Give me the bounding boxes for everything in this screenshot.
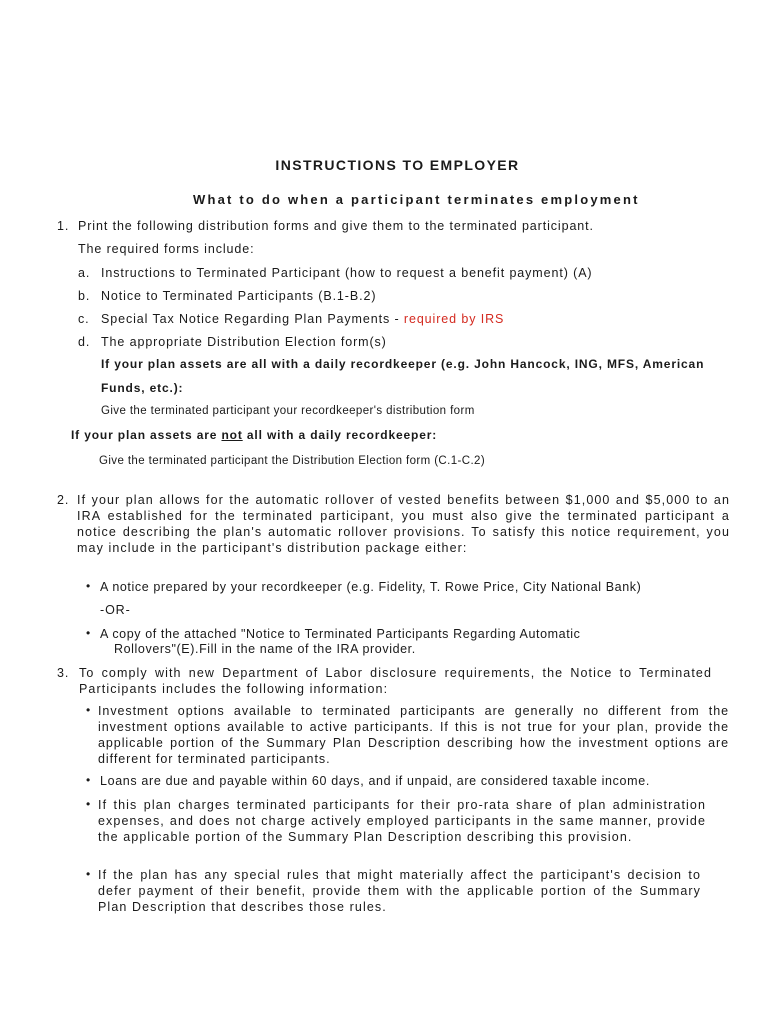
not-daily-emphasis: not	[221, 428, 243, 442]
bullet-dot: •	[86, 773, 91, 787]
daily-recordkeeper-heading-line2: Funds, etc.):	[101, 381, 184, 395]
form-c-letter: c.	[78, 312, 90, 326]
bullet-dot: •	[86, 626, 91, 640]
irs-required-note: required by IRS	[403, 312, 505, 326]
form-c-line	[101, 311, 504, 327]
item-1-number: 1.	[57, 219, 70, 233]
item-2-text: If your plan allows for the automatic rollover of vested benefits between $1,000 and $5,000 to an IRA established for the terminated participant, you must also give the terminated participant a notice describing the plan's automatic rollover provisions. To satisfy this notice requirement, you may include in the participant's distribution package either:	[77, 493, 730, 555]
item-1-text: Print the following distribution forms and give them to the terminated participant.	[78, 219, 594, 233]
form-b-text: Notice to Terminated Participants (B.1-B.2)	[101, 289, 377, 303]
not-daily-heading-prefix: If your plan assets are	[71, 428, 222, 442]
bullet-dot: •	[86, 797, 91, 811]
form-a-text: Instructions to Terminated Participant (how to request a benefit payment) (A)	[101, 266, 593, 280]
daily-recordkeeper-heading-line1: If your plan assets are all with a daily recordkeeper (e.g. John Hancock, ING, MFS, American	[101, 357, 705, 371]
item-3-text: To comply with new Department of Labor disclosure requirements, the Notice to Terminated Participants includes the following information:	[79, 666, 712, 696]
form-a-letter: a.	[78, 266, 91, 280]
item-2-number: 2.	[57, 493, 70, 507]
item-2-bullet-2-line1: A copy of the attached "Notice to Terminated Participants Regarding Automatic	[100, 627, 581, 641]
item-3-bullet-3: If this plan charges terminated participants for their pro-rata share of plan administration expenses, and does not charge actively employed participants in the same manner, provide the applicable portion of the Summary Plan Description describing this provision.	[98, 798, 706, 844]
bullet-dot: •	[86, 579, 91, 593]
not-daily-heading	[71, 428, 437, 442]
form-b-letter: b.	[78, 289, 91, 303]
bullet-dot: •	[86, 867, 91, 881]
item-3-number: 3.	[57, 666, 70, 680]
bullet-dot: •	[86, 703, 91, 717]
form-c-text: Special Tax Notice Regarding Plan Payments -	[101, 312, 404, 326]
daily-recordkeeper-text: Give the terminated participant your recordkeeper's distribution form	[101, 405, 475, 417]
item-3-bullet-2: Loans are due and payable within 60 days, and if unpaid, are considered taxable income.	[100, 774, 650, 788]
item-3-bullet-1: Investment options available to terminated participants are generally no different from the investment options available to active participants. If this is not true for your plan, provide the applicable portion of the Summary Plan Description describing how the investment options are different for terminated participants.	[98, 704, 729, 766]
page-title: INSTRUCTIONS TO EMPLOYER	[275, 157, 520, 173]
form-d-text: The appropriate Distribution Election form(s)	[101, 335, 387, 349]
item-2-bullet-1: A notice prepared by your recordkeeper (e.g. Fidelity, T. Rowe Price, City National Bank)	[100, 580, 642, 594]
not-daily-heading-suffix: all with a daily recordkeeper:	[242, 428, 438, 442]
not-daily-text: Give the terminated participant the Distribution Election form (C.1-C.2)	[99, 455, 486, 467]
item-3-bullet-4: If the plan has any special rules that might materially affect the participant's decision to defer payment of their benefit, provide them with the applicable portion of the Summary Plan Description that describes those rules.	[98, 868, 701, 914]
form-d-letter: d.	[78, 335, 91, 349]
item-2-or: -OR-	[100, 603, 131, 617]
forms-intro: The required forms include:	[78, 242, 255, 256]
page-subtitle: What to do when a participant terminates employment	[193, 192, 640, 207]
item-2-bullet-2-line2: Rollovers"(E).Fill in the name of the IRA provider.	[114, 642, 416, 656]
